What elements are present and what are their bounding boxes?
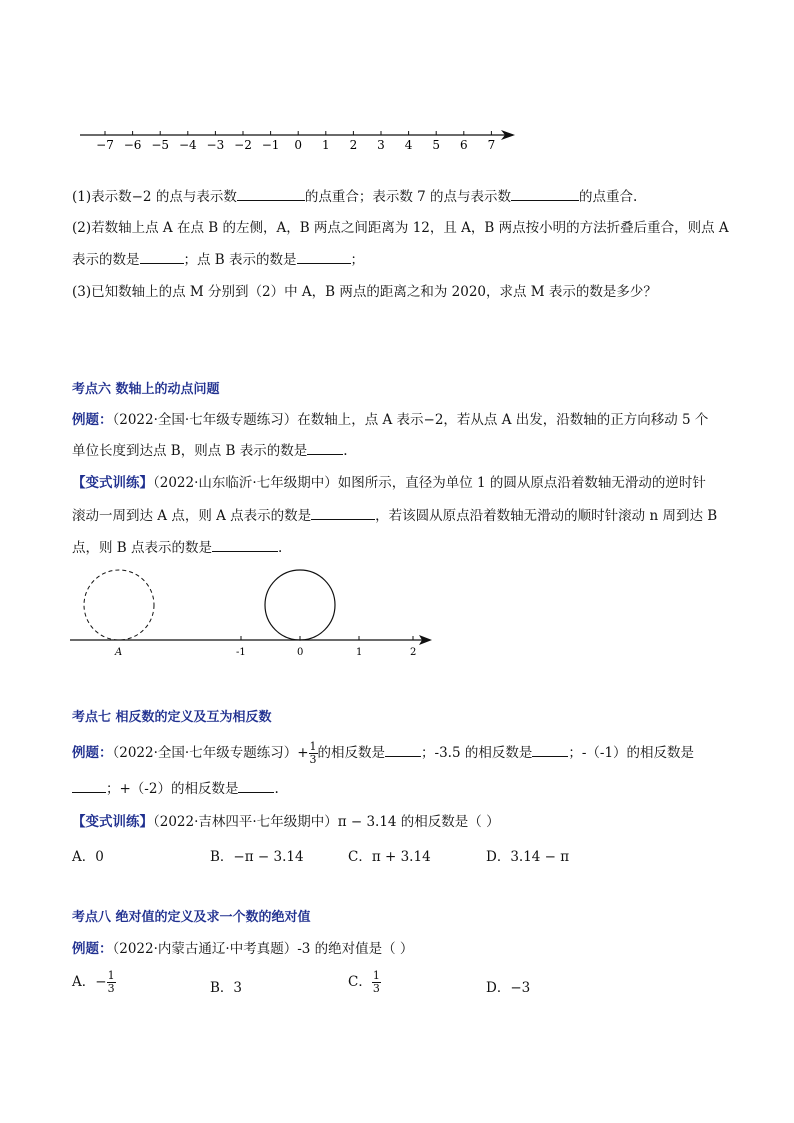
variation-text: （2022·吉林四平·七年级期中）π − 3.14 的相反数是（ ） xyxy=(153,814,500,830)
variation-text: 滚动一周到达 A 点，则 A 点表示的数是 xyxy=(72,508,312,524)
tick-label: −1 xyxy=(261,138,280,152)
tick-label: −6 xyxy=(123,138,142,152)
question-1 xyxy=(72,186,637,207)
option-label: C． xyxy=(348,974,372,990)
question-3: (3)已知数轴上的点 M 分别到（2）中 A，B 两点的距离之和为 2020，求点 M 表示的数是多少？ xyxy=(72,284,657,300)
q1-text-c: 的点重合. xyxy=(579,189,638,205)
q1-text-b: 的点重合；表示数 7 的点与表示数 xyxy=(304,189,511,205)
example-text: . xyxy=(274,781,279,797)
answer-blank xyxy=(385,742,421,757)
section-6-variation-line-2 xyxy=(72,505,717,526)
answer-blank xyxy=(140,249,184,264)
q2-text-c: ； xyxy=(350,252,365,268)
section-7-variation xyxy=(72,812,500,832)
fraction-one-third xyxy=(372,970,381,995)
answer-blank xyxy=(238,778,274,793)
variation-label: 【变式训练】 xyxy=(72,814,153,830)
fraction-one-third xyxy=(309,741,318,766)
section-6-example-line-1 xyxy=(72,410,708,430)
section-8-title: 考点八 绝对值的定义及求一个数的绝对值 xyxy=(72,910,311,925)
example-text: （2022·内蒙古通辽·中考真题）-3 的绝对值是（ ） xyxy=(112,941,414,957)
tick-label: 2 xyxy=(410,647,417,658)
example-text: （2022·全国·七年级专题练习）+ xyxy=(112,745,309,761)
example-label: 例题： xyxy=(72,412,113,428)
variation-text: ，若该圆从原点沿着数轴无滑动的顺时针滚动 n 周到达 B xyxy=(375,508,718,524)
fraction-denominator: 3 xyxy=(372,982,380,995)
example-label: 例题： xyxy=(72,745,113,761)
q2-text-a: 表示的数是 xyxy=(72,252,140,268)
option-a[interactable] xyxy=(72,970,116,995)
rolling-circle-figure xyxy=(65,565,445,665)
option-c[interactable]: C．π + 3.14 xyxy=(348,849,431,865)
section-7-title: 考点七 相反数的定义及互为相反数 xyxy=(72,710,272,725)
question-2-line-1: (2)若数轴上点 A 在点 B 的左侧，A，B 两点之间距离为 12，且 A，B 两点按小明的方法折叠后重合，则点 A xyxy=(72,220,729,236)
example-text: 的相反数是 xyxy=(317,745,386,761)
example-text: ；-（-1）的相反数是 xyxy=(568,745,695,761)
question-2-line-2 xyxy=(72,249,364,270)
tick-label: −7 xyxy=(96,138,114,152)
tick-label: 7 xyxy=(487,138,496,152)
answer-blank xyxy=(532,742,568,757)
option-b[interactable]: B．3 xyxy=(210,980,243,996)
variation-text: . xyxy=(278,540,283,556)
tick-label: 1 xyxy=(356,647,363,658)
fraction-one-third xyxy=(107,970,116,995)
section-7-example-line-2 xyxy=(72,778,279,799)
tick-label: 0 xyxy=(297,647,304,658)
option-d[interactable]: D．3.14 − π xyxy=(486,849,570,865)
tick-label: 6 xyxy=(459,138,468,152)
example-text: ；-3.5 的相反数是 xyxy=(421,745,533,761)
fraction-denominator: 3 xyxy=(309,753,317,766)
tick-label: 0 xyxy=(294,138,303,152)
answer-blank xyxy=(307,440,343,455)
example-text: . xyxy=(343,443,348,459)
section-8-example xyxy=(72,939,413,959)
option-a[interactable]: A．0 xyxy=(72,849,104,865)
answer-blank xyxy=(311,505,375,520)
tick-label: 5 xyxy=(432,138,441,152)
tick-label: 3 xyxy=(377,138,385,152)
dashed-circle xyxy=(84,570,154,640)
variation-label: 【变式训练】 xyxy=(72,475,153,491)
variation-text: 点，则 B 点表示的数是 xyxy=(72,540,213,556)
tick-label: 4 xyxy=(404,138,413,152)
answer-blank xyxy=(212,537,278,552)
option-label: A．− xyxy=(72,974,107,990)
example-text: ；+（-2）的相反数是 xyxy=(106,781,239,797)
fraction-denominator: 3 xyxy=(107,982,115,995)
answer-blank xyxy=(511,186,579,201)
example-text: 单位长度到达点 B，则点 B 表示的数是 xyxy=(72,443,308,459)
tick-label: 2 xyxy=(349,138,358,152)
fraction-numerator: 1 xyxy=(309,740,317,753)
fraction-numerator: 1 xyxy=(372,969,380,982)
tick-label: -1 xyxy=(236,647,246,658)
tick-label: −5 xyxy=(151,138,170,152)
section-6-example-line-2 xyxy=(72,440,348,461)
option-c[interactable] xyxy=(348,970,381,995)
section-6-variation-line-3 xyxy=(72,537,282,558)
section-6-title: 考点六 数轴上的动点问题 xyxy=(72,382,220,397)
example-text: （2022·全国·七年级专题练习）在数轴上，点 A 表示−2，若从点 A 出发，沿数轴的正方向移动 5 个 xyxy=(112,412,709,428)
section-6-variation-line-1 xyxy=(72,473,706,493)
tick-label: −2 xyxy=(234,138,252,152)
number-line-figure xyxy=(75,120,525,156)
option-d[interactable]: D．−3 xyxy=(486,980,531,996)
tick-label: 1 xyxy=(321,138,330,152)
fraction-numerator: 1 xyxy=(107,969,115,982)
tick-label: −3 xyxy=(206,138,225,152)
example-label: 例题： xyxy=(72,941,113,957)
q1-text-a: (1)表示数−2 的点与表示数 xyxy=(72,189,237,205)
q2-text-b: ；点 B 表示的数是 xyxy=(183,252,297,268)
answer-blank xyxy=(297,249,351,264)
answer-blank xyxy=(72,778,106,793)
tick-label: −4 xyxy=(178,138,197,152)
variation-text: （2022·山东临沂·七年级期中）如图所示，直径为单位 1 的圆从原点沿着数轴无滑动的逆时针 xyxy=(153,475,706,491)
option-b[interactable]: B．−π − 3.14 xyxy=(210,849,304,865)
solid-circle xyxy=(265,570,335,640)
answer-blank xyxy=(237,186,305,201)
point-a-label: A xyxy=(115,647,123,658)
section-7-example-line-1 xyxy=(72,741,694,766)
